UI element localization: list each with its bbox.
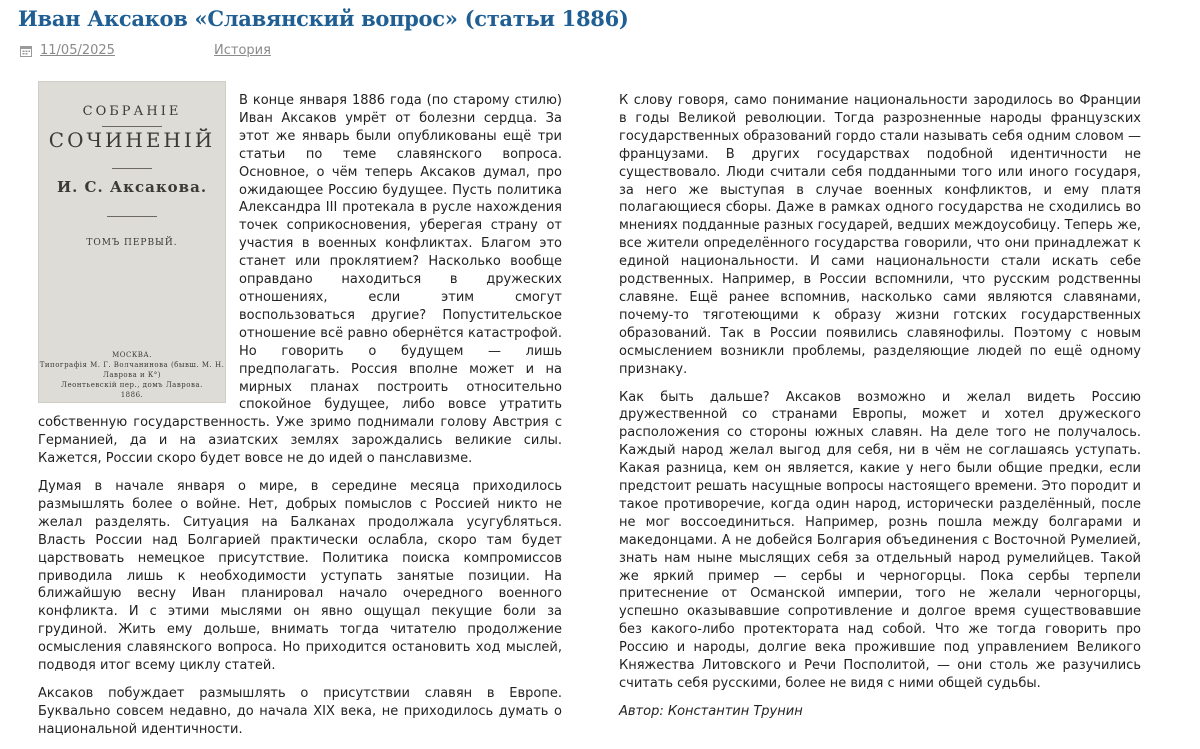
post-category-link[interactable]: История <box>214 43 271 58</box>
book-cover-image <box>38 81 226 403</box>
cover-line-6: Типографія М. Г. Волчанинова (бывш. М. Н. Лаврова и К°) <box>39 361 225 379</box>
paragraph: К слову говоря, само понимание национальности зародилось во Франции в годы Великой революции. Тогда разрозненные народы французских государственных образований гордо стали называть себя одним словом — французами. В других государствах подобной идентичности не существовало. Люди считали себя подданными того или иного государя, за него же выступая в случае военных конфликтов, и ему платя полагающиеся сборы. Даже в рамках одного государства не сходились во мнениях подданные разных государей, ведших междоусобицу. Теперь же, все жители определённого государства говорили, что они принадлежат к единой национальности. И сами национальности стали искать себе родственных. Например, в России вспомнили, что русским родственны славяне. Ещё ранее вспомнив, насколько сами являются славянами, почему-то тяготеющими к образу жизни готских государственных образований. Так в России появились славянофилы. Поэтому с новым осмыслением возникли проблемы, разделяющие людей по ещё одному признаку. <box>619 93 1141 377</box>
page-title: Иван Аксаков «Славянский вопрос» (статьи 1886) <box>18 6 629 31</box>
author-name: Автор: Константин Трунин <box>619 703 803 719</box>
article-body-right <box>619 92 1141 731</box>
article-body-left <box>38 92 562 749</box>
cover-line-8: 1886. <box>120 391 144 399</box>
cover-line-1: СОБРАНІЕ <box>82 104 182 119</box>
cover-rule <box>102 126 162 127</box>
cover-line-5: МОСКВА. <box>112 351 152 359</box>
cover-line-2: СОЧИНЕНІЙ <box>48 128 216 152</box>
cover-imprint <box>39 350 225 400</box>
cover-line-3: И. С. Аксакова. <box>56 178 208 196</box>
paragraph: Как быть дальше? Аксаков возможно и желал видеть Россию дружественной со странами Европы, может и хотел дружеского расположения со стороны южных славян. На деле того не получалось. Каждый народ желал выгод для себя, ни в чём не соглашаясь уступать. Какая разница, кем он является, какие у него были общие предки, если предстоит решать насущные вопросы настоящего времени. Это породит и такое противоречие, когда один народ, исторически разделённый, после не мог воссоединиться. Например, рознь пошла между болгарами и македонцами. А не добейся Болгария объединения с Восточной Румелией, знать нам ныне мыслящих себя за отдельный народ румелийцев. Такой же яркий пример — сербы и черногорцы. Пока сербы терпели притеснение от Османской империи, того не желали черногорцы, успешно оказывавшие сопротивление и долгое время существовавшие без какого-либо протектората над собой. Что же тогда говорить про Россию и народы, долгие века прожившие под управлением Великого Княжества Литовского и Речи Посполитой, — они столь же разучились считать себя русскими, более не видя с ними общей судьбы. <box>619 389 1141 691</box>
calendar-icon <box>20 45 32 57</box>
cover-line-4: ТОМЪ ПЕРВЫЙ. <box>86 238 178 248</box>
cover-line-7: Леонтьевскій пер., домъ Лаврова. <box>61 381 203 389</box>
paragraph: Думая в начале января о мире, в середине месяца приходилось размышлять более о войне. Нет, добрых помыслов с Россией никто не желал разделять. Ситуация на Балканах продолжала усугубляться. Власть России над Болгарией практически ослабла, скоро там будет царствовать немецкое присутствие. Политика поиска компромиссов приводила лишь к необходимости уступать занятые позиции. На ближайшую весну Иван планировал начало очередного военного конфликта. И с этими мыслями он явно ощущал пекущие боли за грудиной. Жить ему дольше, внимать тогда читателю продолжение осмысления славянского вопроса. Но приходится остановить ход мыслей, подводя итог всему циклу статей. <box>38 479 562 674</box>
post-date-link[interactable]: 11/05/2025 <box>40 43 115 58</box>
paragraph: В конце января 1886 года (по старому стилю) Иван Аксаков умрёт от болезни сердца. За этот же январь были опубликованы ещё три статьи по теме славянского вопроса. Основное, о чём теперь Аксаков думал, про ожидающее Россию будущее. Пусть политика Александра III протекала в русле нахождения точек соприкосновения, уберегая страну от участия в военных конфликтах. Благом это станет или проклятием? Насколько вообще оправдано находиться в дружеских отношениях, если этим смогут воспользоваться другие? Попустительское отношение всё равно обернётся катастрофой. Но говорить о будущем — лишь предполагать. Россия вполне может и на мирных планах построить относительно спокойное будущее, либо вовсе утратить собственную государственность. Уже зримо поднимали голову Австрия с Германией, да и на азиатских землях зарождались великие силы. Кажется, России скоро будет вовсе не до идей о панславизме. <box>38 93 562 467</box>
cover-rule <box>107 216 157 217</box>
author-line <box>619 703 1141 721</box>
paragraph: Аксаков побуждает размышлять о присутствии славян в Европе. Буквально совсем недавно, до начала XIX века, не приходилось думать о национальной идентичности. <box>38 686 562 737</box>
cover-rule <box>112 168 152 169</box>
